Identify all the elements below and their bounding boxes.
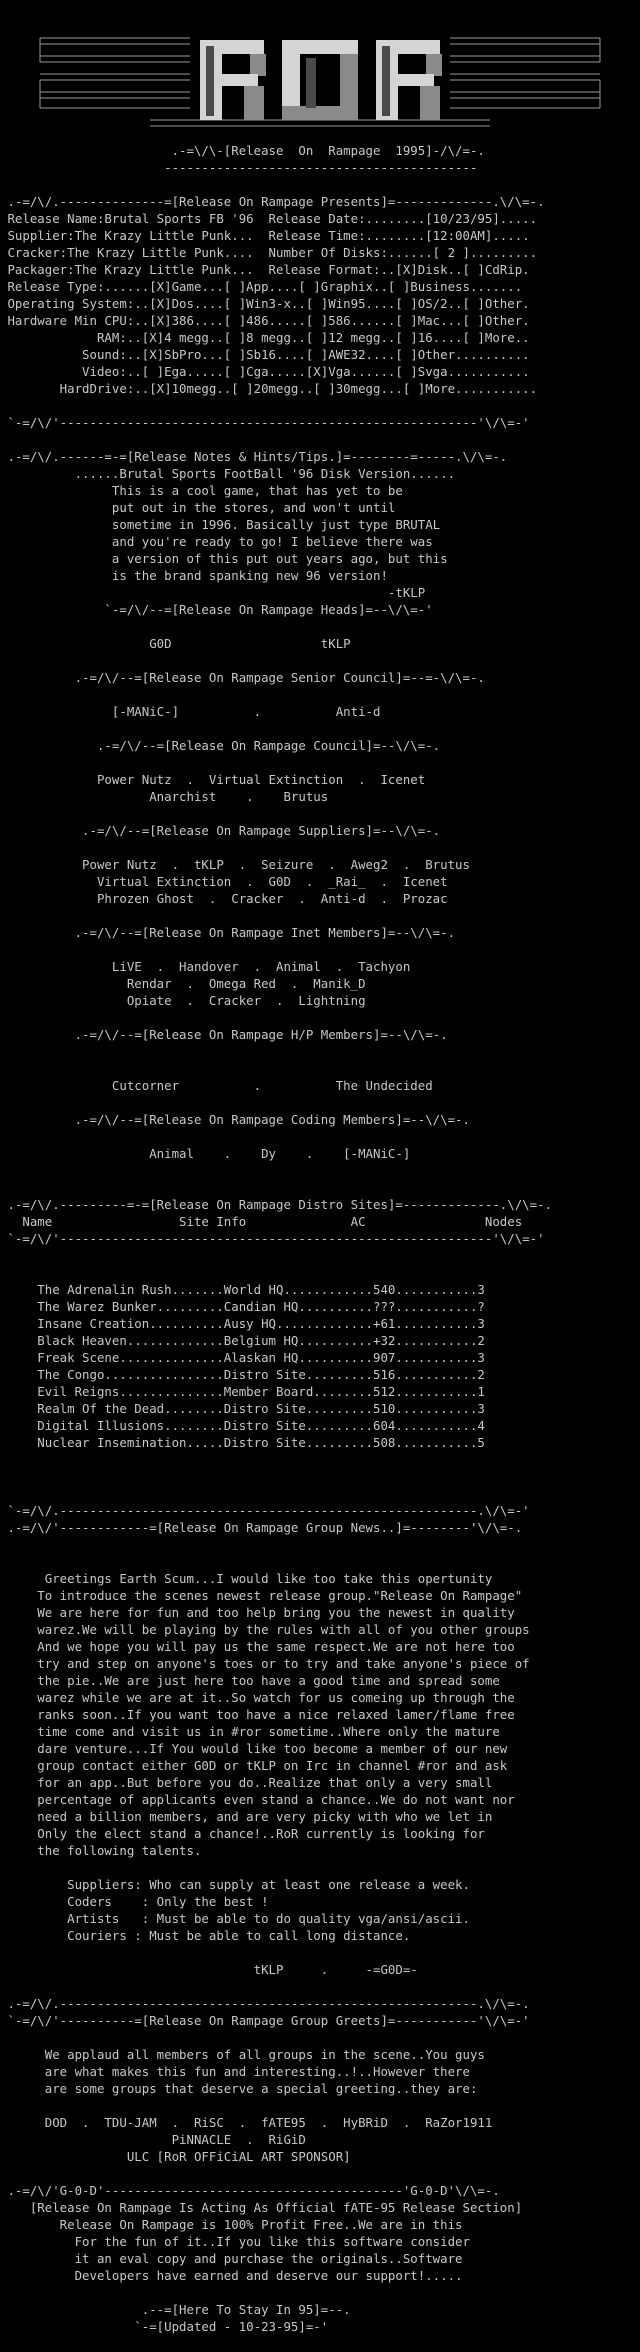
nfo-line: sometime in 1996. Basically just type BRUTAL — [0, 517, 441, 532]
nfo-line: [-MANiC-] . Anti-d — [0, 704, 381, 719]
nfo-line — [0, 397, 640, 414]
nfo-line: .-=/\/--=[Release On Rampage Inet Members]=--\/\=-. — [0, 925, 456, 940]
nfo-line: Insane Creation..........Ausy HQ.............+61...........3 — [0, 1316, 485, 1331]
nfo-line: it an eval copy and purchase the originals..Software — [0, 2251, 463, 2266]
nfo-line: ------------------------------------------ — [0, 160, 478, 175]
nfo-line: group contact either G0D or tKLP on Irc in channel #ror and ask — [0, 1758, 508, 1773]
nfo-line: Phrozen Ghost . Cracker . Anti-d . Prozac — [0, 891, 448, 906]
nfo-line: ......Brutal Sports FootBall '96 Disk Version...... — [0, 466, 456, 481]
nfo-line: Hardware Min CPU:..[X]386....[ ]486.....[ ]586......[ ]Mac...[ ]Other. — [0, 313, 530, 328]
nfo-line — [0, 1162, 640, 1179]
nfo-line: Artists : Must be able to do quality vga/ansi/ascii. — [0, 1911, 470, 1926]
nfo-line: a version of this put out years ago, but this — [0, 551, 448, 566]
nfo-line: The Warez Bunker.........Candian HQ..........???...........? — [0, 1299, 485, 1314]
nfo-line: try and step on anyone's toes or to try and take anyone's piece of — [0, 1656, 530, 1671]
nfo-line: .-=/\/.------=-=[Release Notes & Hints/Tips.]=--------=-----.\/\=-. — [0, 449, 508, 464]
nfo-line: Cutcorner . The Undecided — [0, 1078, 433, 1093]
nfo-line — [0, 1128, 640, 1145]
nfo-line: `-=/\/'--------------------------------------------------------'\/\=-' — [0, 415, 530, 430]
nfo-line: put out in the stores, and won't until — [0, 500, 396, 515]
nfo-line: are what makes this fun and interesting..!..However there — [0, 2064, 470, 2079]
nfo-line: Release Type:......[X]Game...[ ]App....[ ]Graphix..[ ]Business....... — [0, 279, 523, 294]
nfo-line: Power Nutz . Virtual Extinction . Icenet — [0, 772, 426, 787]
nfo-line: Suppliers: Who can supply at least one release a week. — [0, 1877, 470, 1892]
nfo-line — [0, 1468, 640, 1485]
nfo-line: And we hope you will pay us the same respect.We are not here too — [0, 1639, 515, 1654]
nfo-line: Release Name:Brutal Sports FB '96 Release Date:........[10/23/95]..... — [0, 211, 538, 226]
nfo-line: [Release On Rampage Is Acting As Official fATE-95 Release Section] — [0, 2200, 523, 2215]
nfo-line: .-=/\/'------------=[Release On Rampage Group News..]=--------'\/\=-. — [0, 1520, 523, 1535]
nfo-line: -tKLP — [0, 585, 426, 600]
nfo-line: Cracker:The Krazy Little Punk.... Number Of Disks:......[ 2 ]......... — [0, 245, 538, 260]
nfo-line: The Congo................Distro Site.........516...........2 — [0, 1367, 485, 1382]
nfo-line: Freak Scene..............Alaskan HQ..........907...........3 — [0, 1350, 485, 1365]
nfo-line — [0, 1060, 640, 1077]
nfo-line: .-=/\/.--------------------------------------------------------.\/\=-. — [0, 1996, 530, 2011]
nfo-line: for an app..But before you do..Realize that only a very small — [0, 1775, 493, 1790]
nfo-line: Packager:The Krazy Little Punk... Release Format:..[X]Disk..[ ]CdRip. — [0, 262, 530, 277]
nfo-line: Coders : Only the best ! — [0, 1894, 269, 1909]
nfo-line: Black Heaven.............Belgium HQ..........+32...........2 — [0, 1333, 485, 1348]
nfo-line: `-=/\/--=[Release On Rampage Heads]=--\/\=-' — [0, 602, 433, 617]
nfo-line — [0, 1094, 640, 1111]
nfo-line: ULC [RoR OFFiCiAL ART SPONSOR] — [0, 2149, 351, 2164]
nfo-line: `-=/\/'----------=[Release On Rampage Group Greets]=-----------'\/\=-' — [0, 2013, 530, 2028]
ror-logo — [0, 0, 640, 140]
nfo-line: are some groups that deserve a special greeting..they are: — [0, 2081, 478, 2096]
nfo-line: Only the elect stand a chance!..RoR currently is looking for — [0, 1826, 485, 1841]
nfo-line: .-=/\/--=[Release On Rampage H/P Members]=--\/\=-. — [0, 1027, 448, 1042]
nfo-line: Operating System:..[X]Dos....[ ]Win3-x..[ ]Win95....[ ]OS/2..[ ]Other. — [0, 296, 530, 311]
nfo-line: Digital Illusions........Distro Site.........604...........4 — [0, 1418, 485, 1433]
nfo-line: tKLP . -=G0D=- — [0, 1962, 418, 1977]
nfo-line: Virtual Extinction . G0D . _Rai_ . Icenet — [0, 874, 448, 889]
nfo-line: Animal . Dy . [-MANiC-] — [0, 1146, 411, 1161]
nfo-line: Rendar . Omega Red . Manik_D — [0, 976, 366, 991]
nfo-line: HardDrive:..[X]10megg..[ ]20megg..[ ]30megg...[ ]More........... — [0, 381, 538, 396]
nfo-line: Video:..[ ]Ega.....[ ]Cga.....[X]Vga......[ ]Svga........... — [0, 364, 530, 379]
nfo-line: Nuclear Insemination.....Distro Site.........508...........5 — [0, 1435, 485, 1450]
nfo-line — [0, 941, 640, 958]
nfo-line: `-=/\/.--------------------------------------------------------.\/\=-' — [0, 1503, 530, 1518]
nfo-line: time come and visit us in #ror sometime..Where only the mature — [0, 1724, 500, 1739]
logo-letters — [200, 40, 442, 120]
nfo-line — [0, 2335, 640, 2352]
nfo-line: Name Site Info AC Nodes — [0, 1214, 523, 1229]
nfo-line — [0, 2165, 640, 2182]
nfo-line — [0, 1009, 640, 1026]
nfo-line: Sound:..[X]SbPro...[ ]Sb16....[ ]AWE32....[ ]Other.......... — [0, 347, 530, 362]
nfo-line — [0, 1536, 640, 1553]
nfo-line: This is a cool game, that has yet to be — [0, 483, 403, 498]
nfo-line — [0, 1978, 640, 1995]
nfo-line — [0, 176, 640, 193]
nfo-line — [0, 2029, 640, 2046]
nfo-line: Greetings Earth Scum...I would like too take this opertunity — [0, 1571, 493, 1586]
nfo-line — [0, 431, 640, 448]
nfo-line — [0, 1264, 640, 1281]
ror-logo-art — [0, 0, 640, 140]
nfo-line: and you're ready to go! I believe there was — [0, 534, 433, 549]
nfo-line — [0, 839, 640, 856]
nfo-line: .-=/\/.---------=-=[Release On Rampage Distro Sites]=-------------.\/\=-. — [0, 1197, 553, 1212]
nfo-line: Developers have earned and deserve our support!..... — [0, 2268, 463, 2283]
nfo-line: .-=/\/--=[Release On Rampage Coding Members]=--\/\=-. — [0, 1112, 470, 1127]
nfo-line: The Adrenalin Rush.......World HQ............540...........3 — [0, 1282, 485, 1297]
nfo-line: .-=/\/--=[Release On Rampage Suppliers]=--\/\=-. — [0, 823, 441, 838]
nfo-line: PiNNACLE . RiGiD — [0, 2132, 306, 2147]
nfo-line — [0, 1944, 640, 1961]
nfo-line: We are here for fun and too help bring you the newest in quality — [0, 1605, 515, 1620]
nfo-line — [0, 2097, 640, 2114]
nfo-line: ranks soon..If you want too have a nice relaxed lamer/flame free — [0, 1707, 515, 1722]
nfo-line: `-=/\/'----------------------------------------------------------'\/\=-' — [0, 1231, 545, 1246]
nfo-line — [0, 618, 640, 635]
nfo-line — [0, 1247, 640, 1264]
nfo-line — [0, 652, 640, 669]
nfo-line: G0D tKLP — [0, 636, 351, 651]
nfo-line: .-=/\/'G-0-D'----------------------------------------'G-0-D'\/\=-. — [0, 2183, 500, 2198]
nfo-line — [0, 907, 640, 924]
nfo-line: `-=[Updated - 10-23-95]=-' — [0, 2319, 329, 2334]
nfo-line — [0, 1179, 640, 1196]
nfo-line: .-=/\/.--------------=[Release On Rampage Presents]=-------------.\/\=-. — [0, 194, 545, 209]
nfo-line: is the brand spanking new 96 version! — [0, 568, 388, 583]
nfo-line — [0, 720, 640, 737]
nfo-line: Realm Of the Dead........Distro Site.........510...........3 — [0, 1401, 485, 1416]
nfo-line — [0, 1553, 640, 1570]
nfo-line: LiVE . Handover . Animal . Tachyon — [0, 959, 411, 974]
nfo-line: percentage of applicants even stand a chance..We do not want nor — [0, 1792, 515, 1807]
nfo-line: Anarchist . Brutus — [0, 789, 329, 804]
nfo-line: To introduce the scenes newest release group."Release On Rampage" — [0, 1588, 523, 1603]
nfo-line: .-=/\/--=[Release On Rampage Council]=--\/\=-. — [0, 738, 441, 753]
nfo-line: warez while we are at it..So watch for us comeing up through the — [0, 1690, 515, 1705]
nfo-line: .-=\/\-[Release On Rampage 1995]-/\/=-. — [0, 143, 485, 158]
nfo-line: Couriers : Must be able to call long distance. — [0, 1928, 411, 1943]
nfo-line: warez.We will be playing by the rules with all of you other groups — [0, 1622, 530, 1637]
nfo-line: For the fun of it..If you like this software consider — [0, 2234, 470, 2249]
nfo-line — [0, 1043, 640, 1060]
nfo-line — [0, 1485, 640, 1502]
nfo-line: RAM:..[X]4 megg..[ ]8 megg..[ ]12 megg..[ ]16....[ ]More.. — [0, 330, 530, 345]
nfo-line: Opiate . Cracker . Lightning — [0, 993, 366, 1008]
nfo-line: DOD . TDU-JAM . RiSC . fATE95 . HyBRiD . RaZor1911 — [0, 2115, 493, 2130]
nfo-line: Supplier:The Krazy Little Punk... Release Time:........[12:00AM]..... — [0, 228, 530, 243]
nfo-line — [0, 1859, 640, 1876]
nfo-line: Release On Rampage is 100% Profit Free..We are in this — [0, 2217, 463, 2232]
nfo-line — [0, 2284, 640, 2301]
nfo-line: the following talents. — [0, 1843, 202, 1858]
nfo-line — [0, 805, 640, 822]
nfo-line: need a billion members, and are very picky with who we let in — [0, 1809, 493, 1824]
nfo-line: We applaud all members of all groups in the scene..You guys — [0, 2047, 485, 2062]
nfo-line — [0, 754, 640, 771]
nfo-line: the pie..We are just here too have a good time and spread some — [0, 1673, 500, 1688]
nfo-line — [0, 686, 640, 703]
nfo-line: .-=/\/--=[Release On Rampage Senior Council]=--=-\/\=-. — [0, 670, 485, 685]
nfo-line: dare venture...If You would like too become a member of our new — [0, 1741, 508, 1756]
nfo-line: Power Nutz . tKLP . Seizure . Aweg2 . Brutus — [0, 857, 470, 872]
nfo-line: .--=[Here To Stay In 95]=--. — [0, 2302, 351, 2317]
nfo-line — [0, 1451, 640, 1468]
nfo-line: Evil Reigns..............Member Board........512...........1 — [0, 1384, 485, 1399]
